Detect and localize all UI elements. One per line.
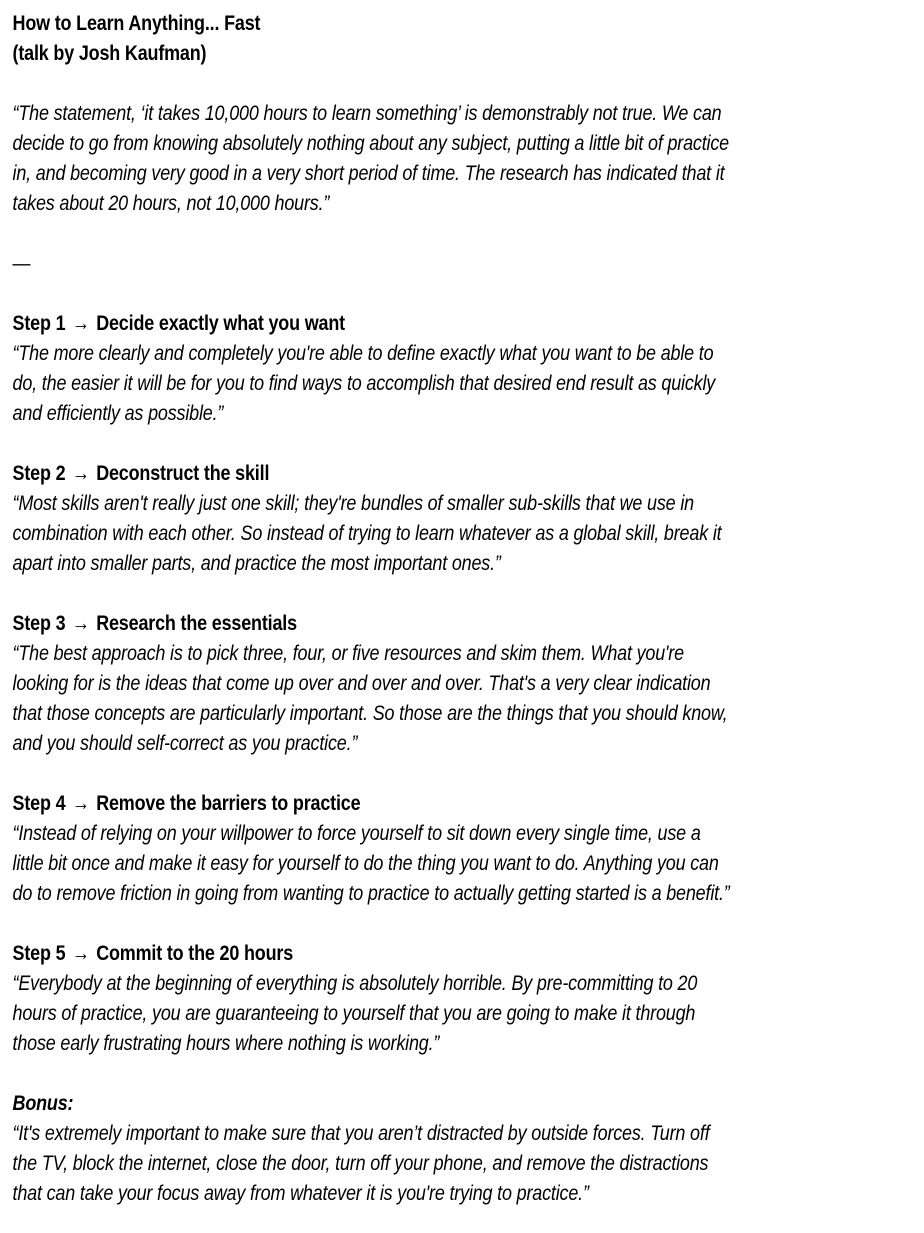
quote-line: “Most skills aren't really just one skill; they're bundles of smaller sub-skills that we use in: [12, 491, 694, 515]
step-quote: [13, 818, 923, 908]
quote-line: in, and becoming very good in a very short period of time. The research has indicated that it: [12, 161, 725, 185]
step-title: Commit to the 20 hours: [96, 941, 294, 965]
step-quote: [13, 338, 923, 428]
bonus-section: [13, 1088, 923, 1208]
step-heading: [13, 788, 923, 818]
step-label: Step 3: [12, 611, 66, 635]
quote-line: hours of practice, you are guaranteeing to yourself that you are going to make it through: [12, 1001, 696, 1025]
step-label: Step 1: [12, 311, 66, 335]
step-title: Decide exactly what you want: [96, 311, 345, 335]
arrow-right-icon: →: [71, 941, 90, 965]
step-heading: [13, 458, 923, 488]
quote-line: “Instead of relying on your willpower to force yourself to sit down every single time, use a: [12, 821, 701, 845]
quote-line: “It's extremely important to make sure that you aren’t distracted by outside forces. Turn off: [12, 1121, 710, 1145]
arrow-right-icon: →: [71, 311, 90, 335]
quote-line: “Everybody at the beginning of everything is absolutely horrible. By pre-committing to 20: [12, 971, 698, 995]
quote-line: those early frustrating hours where nothing is working.”: [12, 1031, 440, 1055]
step-heading: [13, 608, 923, 638]
subtitle-line: (talk by Josh Kaufman): [12, 41, 207, 65]
quote-line: combination with each other. So instead of trying to learn whatever as a global skill, break it: [12, 521, 722, 545]
quote-line: do, the easier it will be for you to find ways to accomplish that desired end result as quickly: [12, 371, 716, 395]
quote-line: little bit once and make it easy for yourself to do the thing you want to do. Anything you can: [12, 851, 719, 875]
quote-line: “The more clearly and completely you're able to define exactly what you want to be able to: [12, 341, 714, 365]
step-label: Step 2: [12, 461, 66, 485]
step-title: Deconstruct the skill: [96, 461, 270, 485]
document-title: [13, 8, 923, 68]
title-line: How to Learn Anything... Fast: [12, 11, 261, 35]
step-3-section: [13, 608, 923, 758]
quote-line: looking for is the ideas that come up over and over and over. That's a very clear indication: [12, 671, 711, 695]
bonus-quote: [13, 1118, 923, 1208]
quote-line: takes about 20 hours, not 10,000 hours.”: [12, 191, 330, 215]
intro-quote: [13, 98, 923, 218]
quote-line: apart into smaller parts, and practice the most important ones.”: [12, 551, 501, 575]
quote-line: do to remove friction in going from wanting to practice to actually getting started is a benefit.”: [12, 881, 730, 905]
step-quote: [13, 968, 923, 1058]
quote-line: that can take your focus away from whatever it is you're trying to practice.”: [12, 1181, 589, 1205]
step-quote: [13, 488, 923, 578]
arrow-right-icon: →: [71, 461, 90, 485]
arrow-right-icon: →: [71, 611, 90, 635]
quote-line: the TV, block the internet, close the door, turn off your phone, and remove the distractions: [12, 1151, 709, 1175]
step-title: Research the essentials: [96, 611, 297, 635]
quote-line: and you should self-correct as you practice.”: [12, 731, 358, 755]
bonus-heading: Bonus:: [12, 1091, 74, 1115]
step-2-section: [13, 458, 923, 578]
step-title: Remove the barriers to practice: [96, 791, 361, 815]
quote-line: and efficiently as possible.”: [12, 401, 224, 425]
step-5-section: [13, 938, 923, 1058]
quote-line: that those concepts are particularly important. So those are the things that you should know,: [12, 701, 728, 725]
step-label: Step 5: [12, 941, 66, 965]
step-quote: [13, 638, 923, 758]
quote-line: decide to go from knowing absolutely nothing about any subject, putting a little bit of practice: [12, 131, 730, 155]
step-4-section: [13, 788, 923, 908]
step-heading: [13, 938, 923, 968]
quote-line: “The statement, ‘it takes 10,000 hours to learn something’ is demonstrably not true. We can: [12, 101, 722, 125]
step-1-section: [13, 308, 923, 428]
divider: —: [12, 251, 31, 275]
step-label: Step 4: [12, 791, 66, 815]
quote-line: “The best approach is to pick three, four, or five resources and skim them. What you're: [12, 641, 684, 665]
step-heading: [13, 308, 923, 338]
arrow-right-icon: →: [71, 791, 90, 815]
